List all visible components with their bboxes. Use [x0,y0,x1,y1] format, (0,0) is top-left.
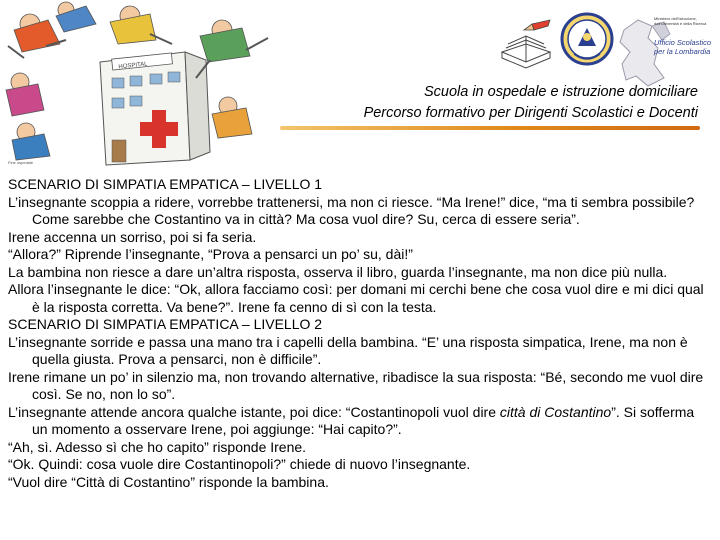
paragraph: Irene rimane un po’ in silenzio ma, non trovando alternative, ribadisce la sua risposta: “Bé, secondo me vuol dire così. Se no, non lo so”. [8,368,704,402]
flying-figure-7 [212,97,252,138]
paragraph: La bambina non riesce a dare un’altra risposta, osserva il libro, guarda l’insegnante, ma non dice più nulla. [8,263,668,280]
flying-figure-6 [12,123,50,160]
paragraph-text: ”. Si sofferma un momento a osservare Irene, poi aggiunge: “Hai capito?”. [32,403,695,437]
hospital-building [100,52,210,165]
school-seal-logo [560,8,614,70]
scenario-heading-level-2: SCENARIO DI SIMPATIA EMPATICA – LIVELLO 2 [8,316,323,332]
paragraph: “Allora?” Riprende l’insegnante, “Prova a pensarci un po’ su, dài!” [8,246,413,262]
paragraph: L’insegnante scoppia a ridere, vorrebbe trattenersi, ma non ci riesce. “Ma Irene!” dice, “ma ti sembra possibile? Come sarebbe che Costantino va in città? Ma cosa vuol dire? Su, cerca di essere seria”. [8,193,695,227]
paragraph: “Vuol dire “Città di Costantino” risponde la bambina. [8,473,329,490]
header-line-1: Scuola in ospedale e istruzione domiciliare [423,84,698,100]
ministry-name: Ministero dell'Istruzione, dell'Università e della Ricerca [654,16,707,26]
header-line-2: Percorso formativo per Dirigenti Scolastici e Docenti [363,105,698,121]
flying-figure-5 [6,73,44,116]
paragraph: “Ok. Quindi: cosa vuole dire Costantinopoli?” chiede di nuovo l’insegnante. [8,456,471,472]
paragraph [8,404,708,439]
paragraph: L’insegnante sorride e passa una mano tra i capelli della bambina. “E’ una risposta simpatica, Irene, ma non è quella giusta. Prova a pensarci, non è difficile”. [8,333,688,367]
scenario-text [8,176,708,491]
books-pencil-logo [498,18,556,70]
flying-figure-3 [110,6,172,44]
scenario-heading-level-1: SCENARIO DI SIMPATIA EMPATICA – LIVELLO 1 [8,176,323,192]
cartoon-credit: Fine ospedale [8,160,34,165]
flying-figure-1 [8,14,66,58]
ufficio-scolastico-name: Ufficio Scolastico per la Lombardia [654,38,712,56]
paragraph: “Ah, sì. Adesso sì che ho capito” risponde Irene. [8,438,307,455]
flying-figure-2 [56,2,96,32]
paragraph: Irene accenna un sorriso, poi si fa seria. [8,228,257,245]
italic-phrase: città di Costantino [499,403,612,420]
paragraph-text: L’insegnante attende ancora qualche istante, poi dice: “Costantinopoli vuol dire [8,403,500,420]
header-divider [280,126,700,130]
paragraph: Allora l’insegnante le dice: “Ok, allora facciamo così: per domani mi cerchi bene che cosa vuol dire e mi dici qual è la risposta corretta. Va bene?”. Irene fa cenno di sì con la testa. [8,281,704,315]
course-header [364,82,698,124]
hospital-sign: HOSPITAL [118,61,148,71]
hospital-cartoon-illustration [0,0,280,170]
